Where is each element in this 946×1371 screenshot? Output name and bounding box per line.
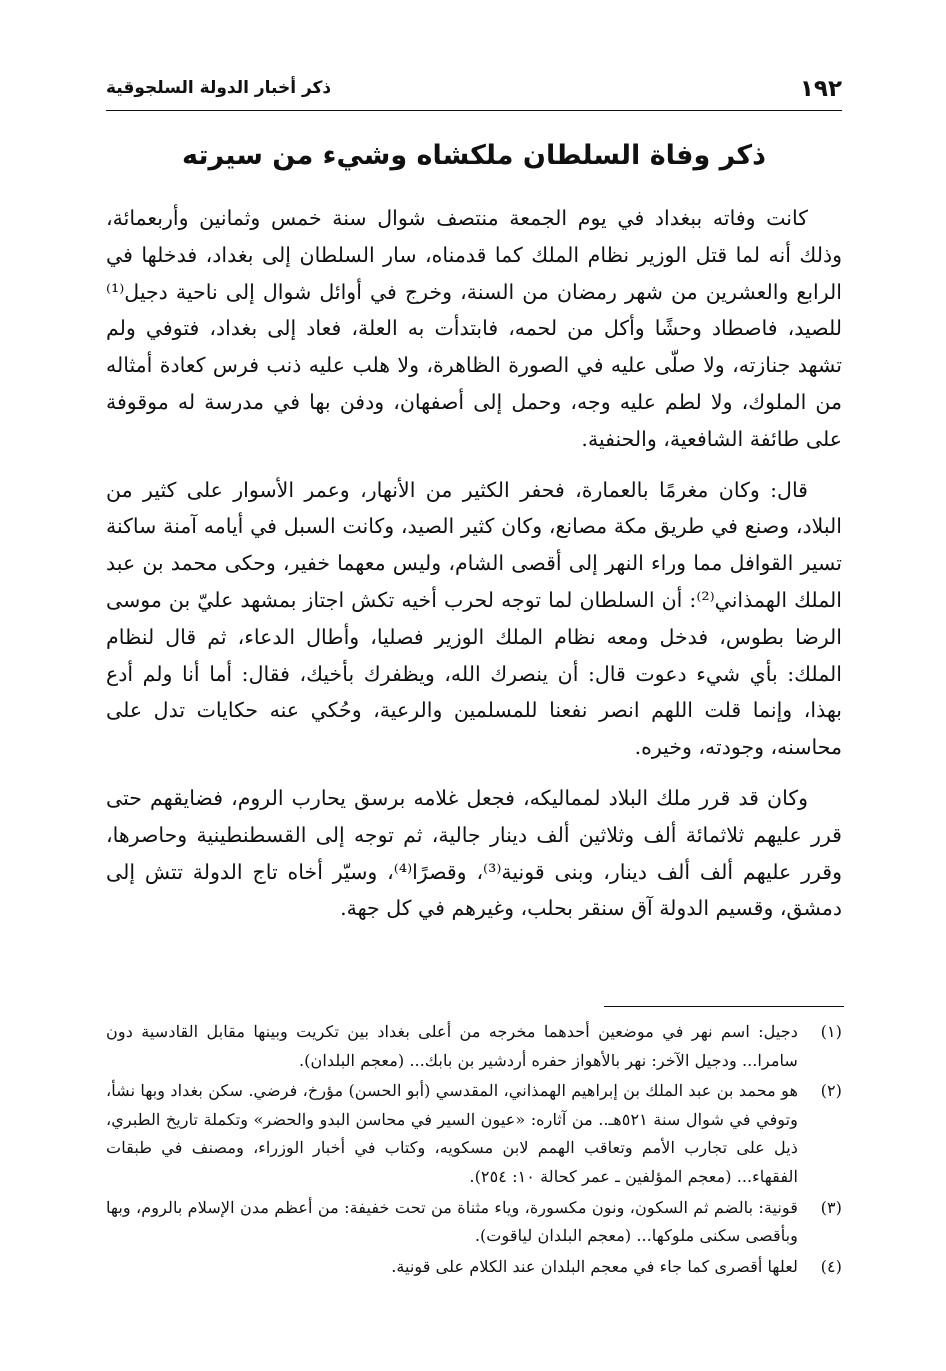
page-header [106, 74, 842, 111]
paragraph: كانت وفاته ببغداد في يوم الجمعة منتصف شوال سنة خمس وثمانين وأربعمائة، وذلك أنه لما قتل الوزير نظام الملك كما قدمناه، سار السلطان إلى بغداد، فدخلها في الرابع والعشرين من شهر رمضان من السنة، وخرج في أوائل شوال إلى ناحية دجيل⁽¹⁾ للصيد، فاصطاد وحشًا وأكل من لحمه، فابتدأت به العلة، فعاد إلى بغداد، فتوفي ولم تشهد جنازته، ولا صلّى عليه في الصورة الظاهرة، ولا هلب عليه ذنب فرس كعادة أمثاله من الملوك، ولا لطم عليه وجه، وحمل إلى أصفهان، ودفن بها في مدرسة له موقوفة على طائفة الشافعية، والحنفية. [106, 206, 842, 451]
footnote [106, 1077, 842, 1191]
footnote-number: (١) [820, 1022, 842, 1041]
body-text [106, 200, 842, 941]
footnote-number: (٢) [820, 1081, 842, 1101]
running-title: ذكر أخبار الدولة السلجوقية [106, 78, 332, 98]
footnote-divider [604, 1006, 844, 1007]
paragraph: وكان قد قرر ملك البلاد لمماليكه، فجعل غلامه برسق يحارب الروم، فضايقهم حتى قرر عليهم ثلاثمائة ألف وثلاثين ألف دينار جالية، ثم توجه إلى القسطنطينية وحاصرها، وقرر عليهم ألف ألف دينار، وبنى قونية⁽³⁾، وقصرًا⁽⁴⁾، وسيّر أخاه تاج الدولة تتش إلى دمشق، وقسيم الدولة آق سنقر بحلب، وغيرهم في كل جهة. [106, 785, 843, 921]
footnote [106, 1018, 842, 1075]
footnotes [106, 1018, 842, 1283]
footnote-text: دجيل: اسم نهر في موضعين أحدهما مخرجه من أعلى بغداد بين تكريت وبينها مقابل القادسية دون سامرا... ودجيل الآخر: نهر بالأهواز حفره أردشير بن بابك... (معجم البلدان). [106, 1022, 798, 1070]
footnote-number: (٣) [820, 1197, 842, 1217]
footnote-text: لعلها أقصرى كما جاء في معجم البلدان عند الكلام على قونية. [391, 1256, 798, 1276]
footnote-text: هو محمد بن عبد الملك بن إبراهيم الهمذاني، المقدسي (أبو الحسن) مؤرخ، فرضي. سكن بغداد وبها نشأ، وتوفي في شوال سنة ٥٢١هـ.. من آثاره: «عيون السير في محاسن البدو والحضر» وتكملة تاريخ الطبري، ذيل على تجارب الأمم وتعاقب الهمم لابن مسكويه، وكتاب في أخبار الوزراء، ومصنف في طبقات الفقهاء... (معجم المؤلفين ـ عمر كحالة ١٠: ٢٥٤). [106, 1081, 798, 1186]
footnote [106, 1194, 842, 1251]
footnote-text: قونية: بالضم ثم السكون، ونون مكسورة، وياء مثناة من تحت خفيفة: من أعظم مدن الإسلام بالروم، وبها وبأقصى سكنى ملوكها... (معجم البلدان لياقوت). [106, 1197, 798, 1246]
paragraph: قال: وكان مغرمًا بالعمارة، فحفر الكثير من الأنهار، وعمر الأسوار على كثير من البلاد، وصنع في طريق مكة مصانع، وكان كثير الصيد، وكانت السبل في أيامه آمنة ساكنة تسير القوافل مما وراء النهر إلى أقصى الشام، وليس معهما خفير، وحكى محمد بن عبد الملك الهمذاني⁽²⁾: أن السلطان لما توجه لحرب أخيه تكش اجتاز بمشهد عليّ بن موسى الرضا بطوس، فدخل ومعه نظام الملك الوزير فصليا، وأطال الدعاء، ثم قال لنظام الملك: بأي شيء دعوت قال: أن ينصرك الله، ويظفرك بأخيك، فقال: أما أنا ولم أدع بهذا، وإنما قلت اللهم انصر نفعنا للمسلمين والرعية، وحُكي عنه حكايات تدل على محاسنه، وجودته، وخيره. [106, 477, 842, 760]
footnote [106, 1253, 842, 1282]
footnote-number: (٤) [820, 1256, 842, 1276]
page-number: ١٩٢ [799, 76, 842, 102]
chapter-title: ذكر وفاة السلطان ملكشاه وشيء من سيرته [181, 140, 766, 171]
